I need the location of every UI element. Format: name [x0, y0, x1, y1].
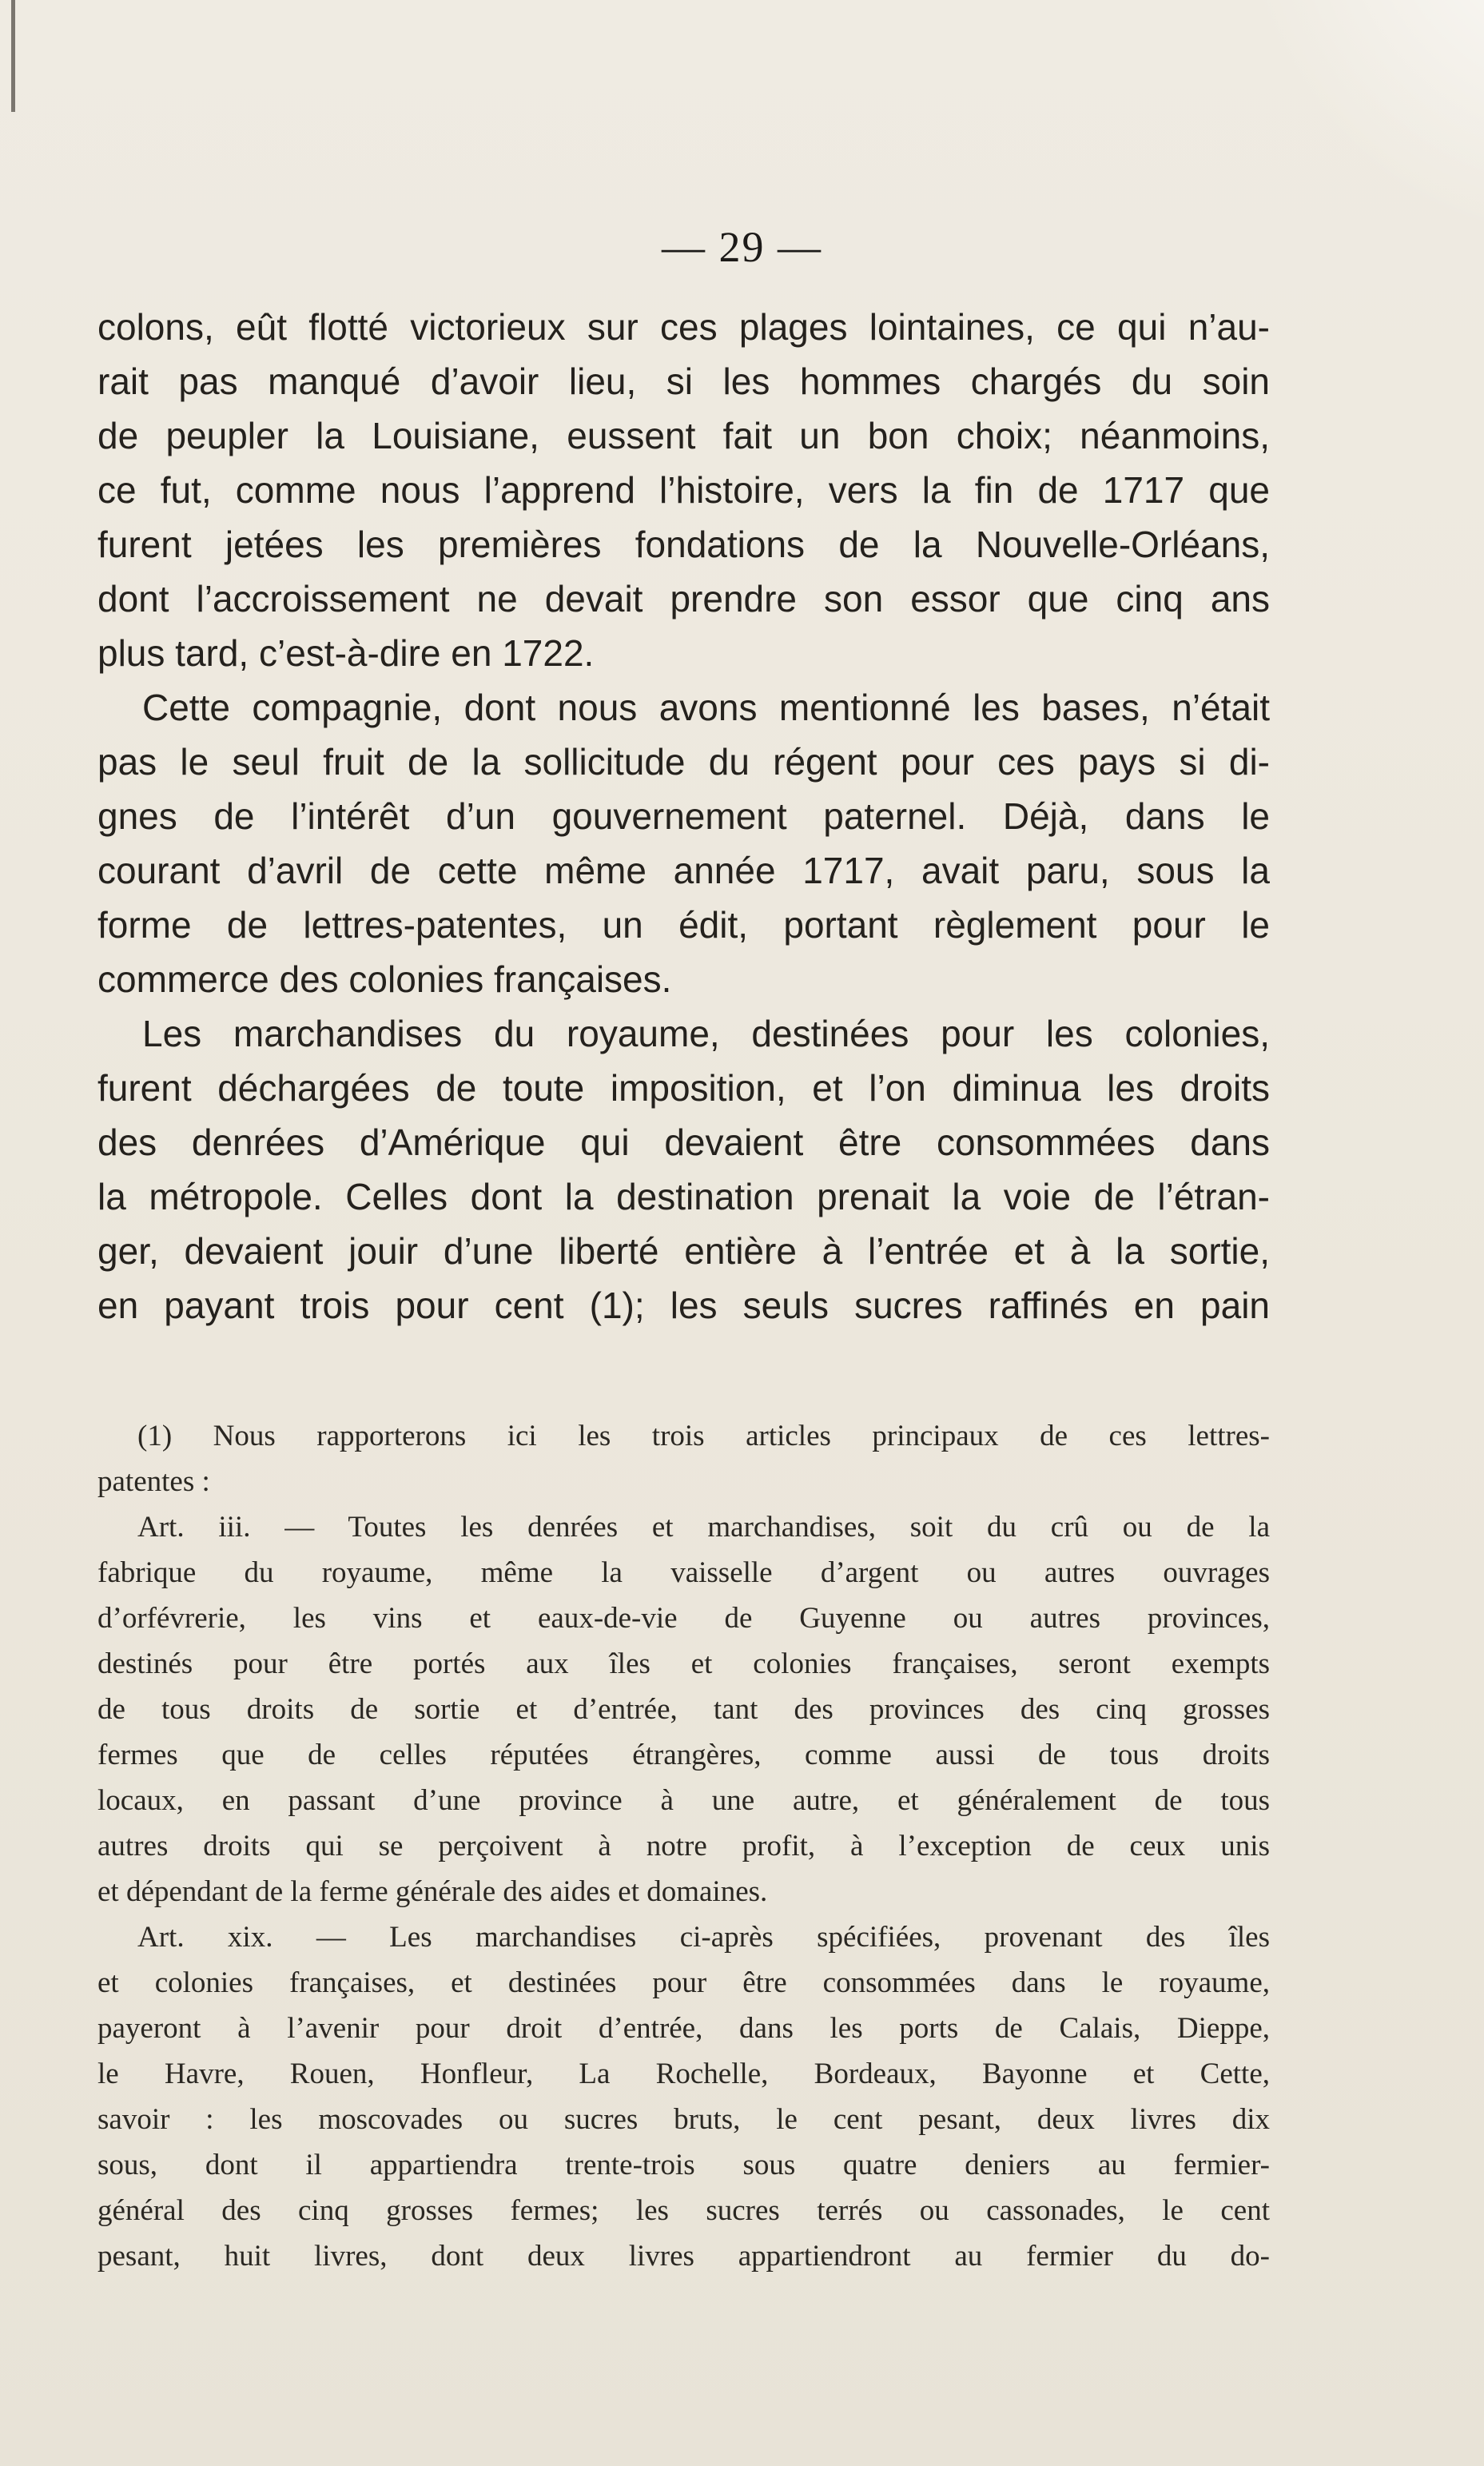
- body-line: colons, eût flotté victorieux sur ces plages lointaines, ce qui n’au-: [97, 306, 1270, 348]
- footnote-line: Art. xix. — Les marchandises ci-après spécifiées, provenant des îles: [137, 1921, 1270, 1954]
- body-line: Cette compagnie, dont nous avons mentionné les bases, n’était: [142, 687, 1270, 728]
- body-line: des denrées d’Amérique qui devaient être consommées dans: [97, 1121, 1270, 1163]
- page-edge-mark: [11, 0, 15, 112]
- footnote-line: payeront à l’avenir pour droit d’entrée, dans les ports de Calais, Dieppe,: [97, 2012, 1270, 2045]
- body-line: commerce des colonies françaises.: [97, 958, 672, 1000]
- body-line: ce fut, comme nous l’apprend l’histoire, vers la fin de 1717 que: [97, 469, 1270, 511]
- footnote-line: sous, dont il appartiendra trente-trois sous quatre deniers au fermier-: [97, 2149, 1270, 2181]
- footnote-section: [97, 1413, 1270, 2279]
- body-line: furent jetées les premières fondations de la Nouvelle-Orléans,: [97, 524, 1270, 565]
- footnote-line: fabrique du royaume, même la vaisselle d’argent ou autres ouvrages: [97, 1556, 1270, 1589]
- body-line: furent déchargées de toute imposition, et l’on diminua les droits: [97, 1067, 1270, 1109]
- footnote-line: autres droits qui se perçoivent à notre profit, à l’exception de ceux unis: [97, 1830, 1270, 1862]
- footnote-line: le Havre, Rouen, Honfleur, La Rochelle, Bordeaux, Bayonne et Cette,: [97, 2058, 1270, 2090]
- body-line: plus tard, c’est-à-dire en 1722.: [97, 632, 595, 674]
- footnote-line: fermes que de celles réputées étrangères, comme aussi de tous droits: [97, 1739, 1270, 1771]
- body-line: rait pas manqué d’avoir lieu, si les hommes chargés du soin: [97, 361, 1270, 402]
- footnote-line: patentes :: [97, 1465, 210, 1498]
- body-line: de peupler la Louisiane, eussent fait un bon choix; néanmoins,: [97, 415, 1270, 456]
- body-line: Les marchandises du royaume, destinées pour les colonies,: [142, 1013, 1270, 1054]
- footnote-line: d’orfévrerie, les vins et eaux-de-vie de Guyenne ou autres provinces,: [97, 1602, 1270, 1635]
- footnote-line: locaux, en passant d’une province à une autre, et généralement de tous: [97, 1784, 1270, 1817]
- footnote-line: destinés pour être portés aux îles et colonies françaises, seront exempts: [97, 1647, 1270, 1680]
- footnote-line: (1) Nous rapporterons ici les trois articles principaux de ces lettres-: [137, 1420, 1270, 1452]
- footnote-line: et colonies françaises, et destinées pour être consommées dans le royaume,: [97, 1966, 1270, 1999]
- body-line: courant d’avril de cette même année 1717, avait paru, sous la: [97, 850, 1270, 891]
- footnote-line: savoir : les moscovades ou sucres bruts, le cent pesant, deux livres dix: [97, 2103, 1270, 2136]
- body-text: [97, 300, 1270, 1333]
- body-line: ger, devaient jouir d’une liberté entière à l’entrée et à la sortie,: [97, 1230, 1270, 1272]
- body-line: pas le seul fruit de la sollicitude du régent pour ces pays si di-: [97, 741, 1270, 783]
- page-number: — 29 —: [662, 223, 822, 271]
- body-line: forme de lettres-patentes, un édit, portant règlement pour le: [97, 904, 1270, 946]
- footnote-line: général des cinq grosses fermes; les sucres terrés ou cassonades, le cent: [97, 2194, 1270, 2227]
- footnote-line: de tous droits de sortie et d’entrée, tant des provinces des cinq grosses: [97, 1693, 1270, 1726]
- body-line: gnes de l’intérêt d’un gouvernement paternel. Déjà, dans le: [97, 795, 1270, 837]
- body-line: en payant trois pour cent (1); les seuls sucres raffinés en pain: [97, 1285, 1270, 1326]
- footnote-line: pesant, huit livres, dont deux livres appartiendront au fermier du do-: [97, 2240, 1270, 2273]
- body-line: dont l’accroissement ne devait prendre son essor que cinq ans: [97, 578, 1270, 619]
- footnote-line: Art. iii. — Toutes les denrées et marchandises, soit du crû ou de la: [137, 1511, 1270, 1544]
- body-line: la métropole. Celles dont la destination prenait la voie de l’étran-: [97, 1176, 1270, 1217]
- footnote-line: et dépendant de la ferme générale des aides et domaines.: [97, 1875, 768, 1908]
